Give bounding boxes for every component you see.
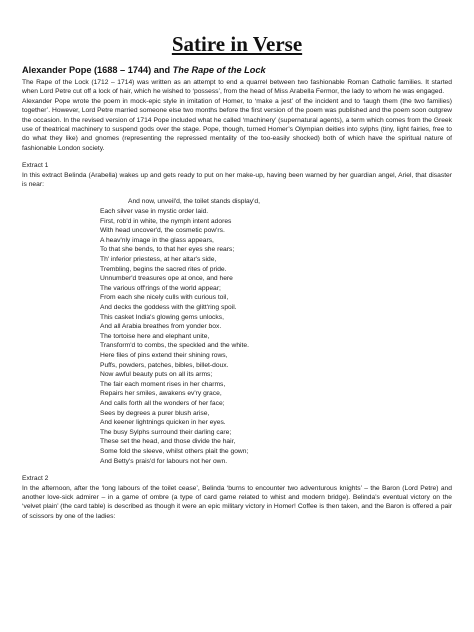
section-heading (22, 64, 452, 76)
poem-line: The tortoise here and elephant unite, (100, 332, 210, 340)
poem-line: To that she bends, to that her eyes she rears; (100, 246, 235, 254)
extract-1-summary: In this extract Belinda (Arabella) wakes up and gets ready to put on her make-up, having been warned by her guardian angel, Ariel, that disaster is near: (22, 171, 452, 189)
poem-line: Some fold the sleeve, whilst others plait the gown; (100, 447, 249, 455)
poem-line: A heav'nly image in the glass appears, (100, 236, 214, 244)
poem-line: And Betty's prais'd for labours not her own. (100, 457, 228, 465)
poem-line: Transform'd to combs, the speckled and the white. (100, 342, 249, 350)
poem-line: Th' inferior priestess, at her altar's side, (100, 256, 217, 264)
poem-line: The busy Sylphs surround their darling care; (100, 428, 232, 436)
extract-2-summary: In the afternoon, after the ‘long labours of the toilet cease’, Belinda ‘burns to encounter two adventurous knights’ – the Baron (Lord Petre) and another love-sick admirer – in a game of ombre (a type of card game related to whist and modern bridge). Belinda’s eventual victory on the ‘velvet plain’ (the card table) is described as though it were an epic military victory in Homer! Coffee is then taken, and the Baron is offered a pair of scissors by one of the ladies: (22, 484, 452, 520)
extract-2-label: Extract 2 (22, 475, 49, 483)
poem-line: First, rob'd in white, the nymph intent adores (100, 217, 232, 225)
heading-author: Alexander Pope (1688 – 1744) and (22, 65, 173, 75)
extract-1-label: Extract 1 (22, 162, 49, 170)
poem-line: The various off'rings of the world appear; (100, 284, 221, 292)
poem-line: Repairs her smiles, awakens ev'ry grace, (100, 390, 222, 398)
heading-work: The Rape of the Lock (172, 65, 266, 75)
poem-line: Trembling, begins the sacred rites of pride. (100, 265, 227, 273)
poem-line: Each silver vase in mystic order laid. (100, 208, 209, 216)
poem-line: And all Arabia breathes from yonder box. (100, 323, 222, 331)
poem-line: Here files of pins extend their shining rows, (100, 351, 228, 359)
poem-line: And now, unveil'd, the toilet stands display'd, (128, 198, 260, 206)
poem-line: And calls forth all the wonders of her face; (100, 399, 225, 407)
poem-line: These set the head, and those divide the hair, (100, 438, 236, 446)
poem-line: From each she nicely culls with curious toil, (100, 294, 229, 302)
poem-line: Sees by degrees a purer blush arise, (100, 409, 210, 417)
intro-paragraph-1: The Rape of the Lock (1712 – 1714) was written as an attempt to end a quarrel between two fashionable Roman Catholic families. It started when Lord Petre cut off a lock of hair, which he wished to ‘possess’, from the head of Miss Arabella Fermor, the lady to whom he was engaged. (22, 79, 452, 96)
poem-line: With head uncover'd, the cosmetic pow'rs. (100, 227, 225, 235)
poem-line: Puffs, powders, patches, bibles, billet-doux. (100, 361, 229, 369)
poem-line: And keener lightnings quicken in her eyes. (100, 419, 226, 427)
poem-line: And decks the goddess with the glitt'ring spoil. (100, 304, 237, 311)
poem-line: Now awful beauty puts on all its arms; (100, 371, 213, 379)
poem-line: The fair each moment rises in her charms, (100, 380, 226, 388)
poem-line: This casket India's glowing gems unlocks, (100, 313, 224, 321)
page-title: Satire in Verse (171, 32, 303, 56)
poem-extract-1 (100, 197, 452, 466)
poem-line: Unnumber'd treasures ope at once, and here (100, 275, 233, 283)
intro-paragraph-2: Alexander Pope wrote the poem in mock-epic style in imitation of Homer, to ‘make a jest’ of the incident and to ‘laugh them (the two families) together’. However, Lord Petre married someone else two months before the first version of the poem was published and the poem soon outgrew the occasion. In the revised version of 1714 Pope included what he called ‘machinery’ (supernatural agents), a term which comes from the Greek use of theatrical machinery to suspend gods over the stage. Pope, though, turned Homer’s Olympian deities into sylphs (tiny, light fairies, free to do what they like) and gnomes (representing the repressed mentality of the too-easily shocked) both of which have the spiritual nature of fashionable London society. (22, 97, 452, 152)
